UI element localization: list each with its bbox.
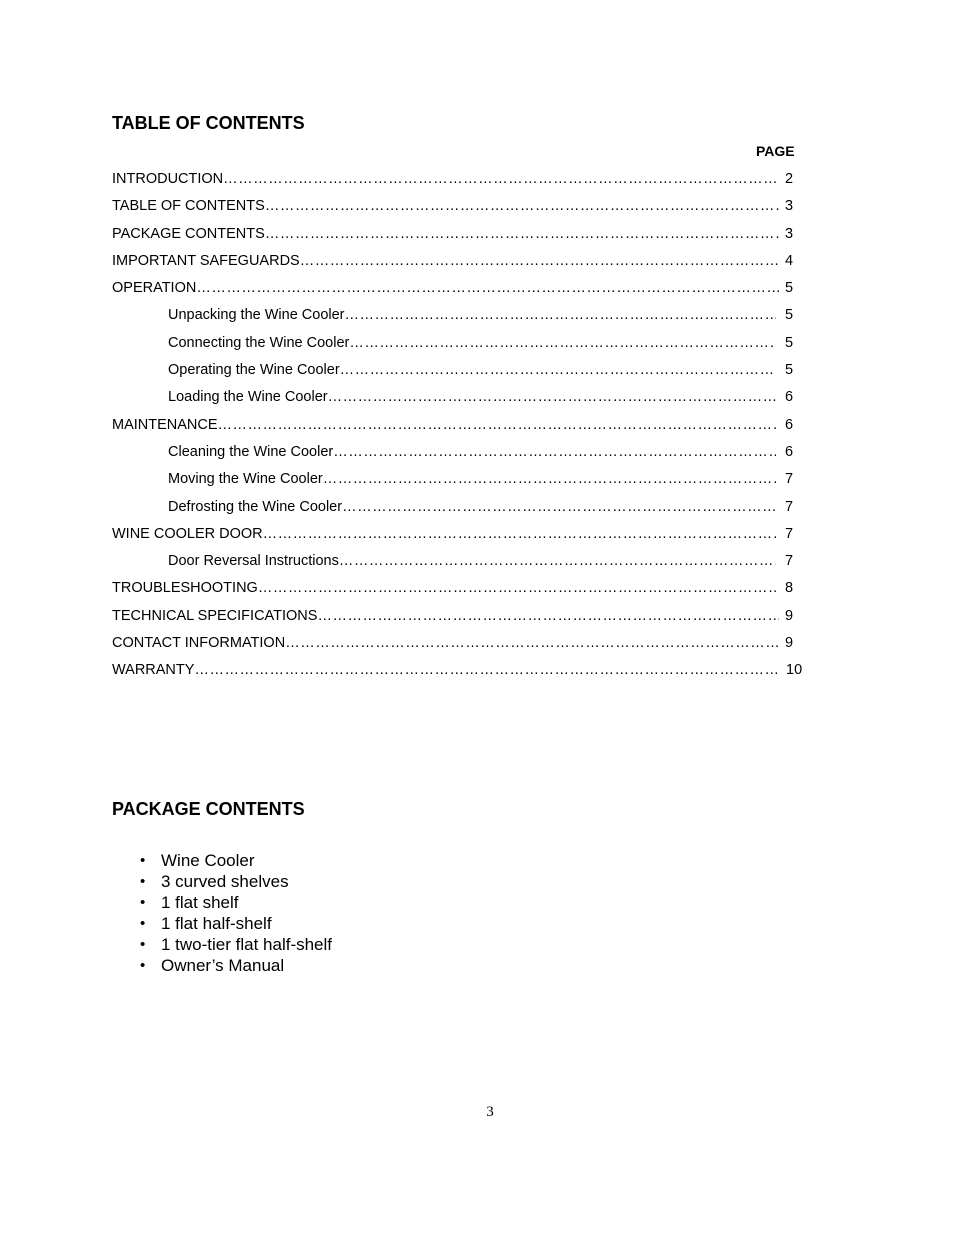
- toc-entry-title-leader: [112, 633, 779, 653]
- toc-entry-page: 5: [785, 280, 794, 297]
- toc-entry-title-leader: [112, 224, 779, 244]
- package-item: [140, 871, 332, 892]
- toc-entry-title-leader: [112, 278, 779, 298]
- bullet-icon: •: [140, 915, 146, 932]
- toc-entry-title-leader: [168, 551, 776, 571]
- toc-entry: [0, 442, 954, 469]
- toc-entry: [0, 278, 954, 305]
- toc-entry: [0, 360, 954, 387]
- toc-entry-page: 7: [785, 525, 794, 542]
- toc-entry-page: 7: [785, 553, 794, 570]
- toc-entry-title-leader: [168, 442, 776, 462]
- toc-entry-page: 2: [785, 171, 794, 187]
- toc-list: [0, 169, 954, 688]
- toc-entry-title-leader: [112, 415, 779, 435]
- package-item: [140, 955, 332, 976]
- toc-entry-title: IMPORTANT SAFEGUARDS …………………………………………………………………………………………………………………………………………………………………………………………: [112, 253, 779, 269]
- toc-entry: [0, 305, 954, 332]
- toc-entry-title: Moving the Wine Cooler …………………………………………………………………………………………………………………………………………………………………………………………: [168, 471, 776, 487]
- toc-entry-page: 7: [785, 498, 794, 515]
- toc-entry-page: 9: [785, 635, 794, 652]
- toc-entry: [0, 633, 954, 660]
- toc-entry-title-leader: [168, 469, 776, 489]
- toc-entry-page: 4: [785, 252, 794, 269]
- toc-entry-title: Operating the Wine Cooler …………………………………………………………………………………………………………………………………………………………………………………………: [168, 362, 776, 378]
- toc-entry: [0, 169, 954, 196]
- toc-entry-page: 6: [785, 416, 794, 433]
- toc-entry-page: 5: [785, 307, 794, 324]
- toc-entry: [0, 660, 954, 687]
- toc-entry-title: TABLE OF CONTENTS …………………………………………………………………………………………………………………………………………………………………………………………: [112, 198, 779, 214]
- package-contents-heading: PACKAGE CONTENTS: [112, 799, 305, 819]
- toc-entry-title: INTRODUCTION …………………………………………………………………………………………………………………………………………………………………………………………: [112, 171, 779, 187]
- toc-entry: [0, 333, 954, 360]
- package-item: [140, 913, 332, 934]
- package-item-label: Owner’s Manual: [161, 956, 285, 975]
- package-item: [140, 892, 332, 913]
- toc-entry: [0, 606, 954, 633]
- toc-entry-title: MAINTENANCE …………………………………………………………………………………………………………………………………………………………………………………………: [112, 417, 779, 433]
- toc-entry-page: 5: [785, 362, 794, 379]
- toc-entry-page: 3: [785, 225, 794, 242]
- package-item-label: 3 curved shelves: [161, 872, 289, 891]
- package-item-label: 1 two-tier flat half-shelf: [161, 935, 333, 954]
- toc-entry-title: Door Reversal Instructions …………………………………………………………………………………………………………………………………………………………………………………………: [168, 553, 776, 569]
- toc-entry-page: 7: [785, 471, 794, 488]
- toc-entry-title-leader: [112, 251, 779, 271]
- toc-entry-title-leader: [112, 169, 779, 189]
- toc-entry-page: 3: [785, 198, 794, 215]
- toc-entry-page: 10: [786, 662, 803, 679]
- toc-entry-title: OPERATION …………………………………………………………………………………………………………………………………………………………………………………………: [112, 280, 779, 296]
- toc-entry-title-leader: [168, 387, 776, 407]
- toc-entry-title: Cleaning the Wine Cooler …………………………………………………………………………………………………………………………………………………………………………………………: [168, 444, 776, 460]
- toc-entry-page: 6: [785, 389, 794, 406]
- package-item-label: Wine Cooler: [161, 851, 255, 870]
- toc-entry: [0, 469, 954, 496]
- page-column-label: PAGE: [756, 143, 795, 159]
- toc-entry-page: 8: [785, 580, 794, 597]
- toc-entry: [0, 415, 954, 442]
- toc-entry-page: 5: [785, 334, 794, 351]
- toc-entry-title: WINE COOLER DOOR …………………………………………………………………………………………………………………………………………………………………………………………: [112, 526, 779, 542]
- toc-entry: [0, 224, 954, 251]
- toc-entry-title: PACKAGE CONTENTS …………………………………………………………………………………………………………………………………………………………………………………………: [112, 226, 779, 242]
- toc-entry-title: TROUBLESHOOTING …………………………………………………………………………………………………………………………………………………………………………………………: [112, 580, 779, 596]
- page-number: 3: [486, 1104, 494, 1120]
- toc-entry-title-leader: [112, 660, 779, 680]
- toc-entry-title-leader: [112, 606, 779, 626]
- bullet-icon: •: [140, 957, 146, 974]
- toc-entry-title-leader: [168, 333, 776, 353]
- package-item-label: 1 flat shelf: [161, 893, 239, 912]
- bullet-icon: •: [140, 936, 146, 953]
- toc-entry-title-leader: [112, 578, 779, 598]
- toc-entry-title-leader: [168, 305, 776, 325]
- toc-entry-page: 9: [785, 607, 794, 624]
- toc-entry-page: 6: [785, 443, 794, 460]
- bullet-icon: •: [140, 894, 146, 911]
- bullet-icon: •: [140, 852, 146, 869]
- toc-entry: [0, 578, 954, 605]
- toc-entry-title: Unpacking the Wine Cooler …………………………………………………………………………………………………………………………………………………………………………………………: [168, 307, 776, 323]
- toc-entry-title: WARRANTY …………………………………………………………………………………………………………………………………………………………………………………………: [112, 662, 779, 678]
- toc-entry: [0, 196, 954, 223]
- bullet-icon: •: [140, 873, 146, 890]
- toc-entry-title-leader: [112, 196, 779, 216]
- package-item: [140, 934, 333, 955]
- toc-entry-title-leader: [168, 497, 776, 517]
- toc-entry: [0, 551, 954, 578]
- package-contents-list: [140, 850, 333, 976]
- toc-entry-title: CONTACT INFORMATION …………………………………………………………………………………………………………………………………………………………………………………………: [112, 635, 779, 651]
- toc-entry: [0, 524, 954, 551]
- toc-entry-title: TECHNICAL SPECIFICATIONS …………………………………………………………………………………………………………………………………………………………………………………………: [112, 608, 779, 624]
- package-item-label: 1 flat half-shelf: [161, 914, 272, 933]
- toc-entry-title: Loading the Wine Cooler …………………………………………………………………………………………………………………………………………………………………………………………: [168, 389, 776, 405]
- toc-heading: TABLE OF CONTENTS: [112, 113, 305, 133]
- package-item: [140, 850, 332, 871]
- toc-entry-title-leader: [112, 524, 779, 544]
- toc-entry: [0, 497, 954, 524]
- toc-entry: [0, 251, 954, 278]
- toc-entry: [0, 387, 954, 414]
- toc-entry-title-leader: [168, 360, 776, 380]
- toc-entry-title: Connecting the Wine Cooler …………………………………………………………………………………………………………………………………………………………………………………………: [168, 335, 776, 351]
- toc-entry-title: Defrosting the Wine Cooler …………………………………………………………………………………………………………………………………………………………………………………………: [168, 499, 776, 515]
